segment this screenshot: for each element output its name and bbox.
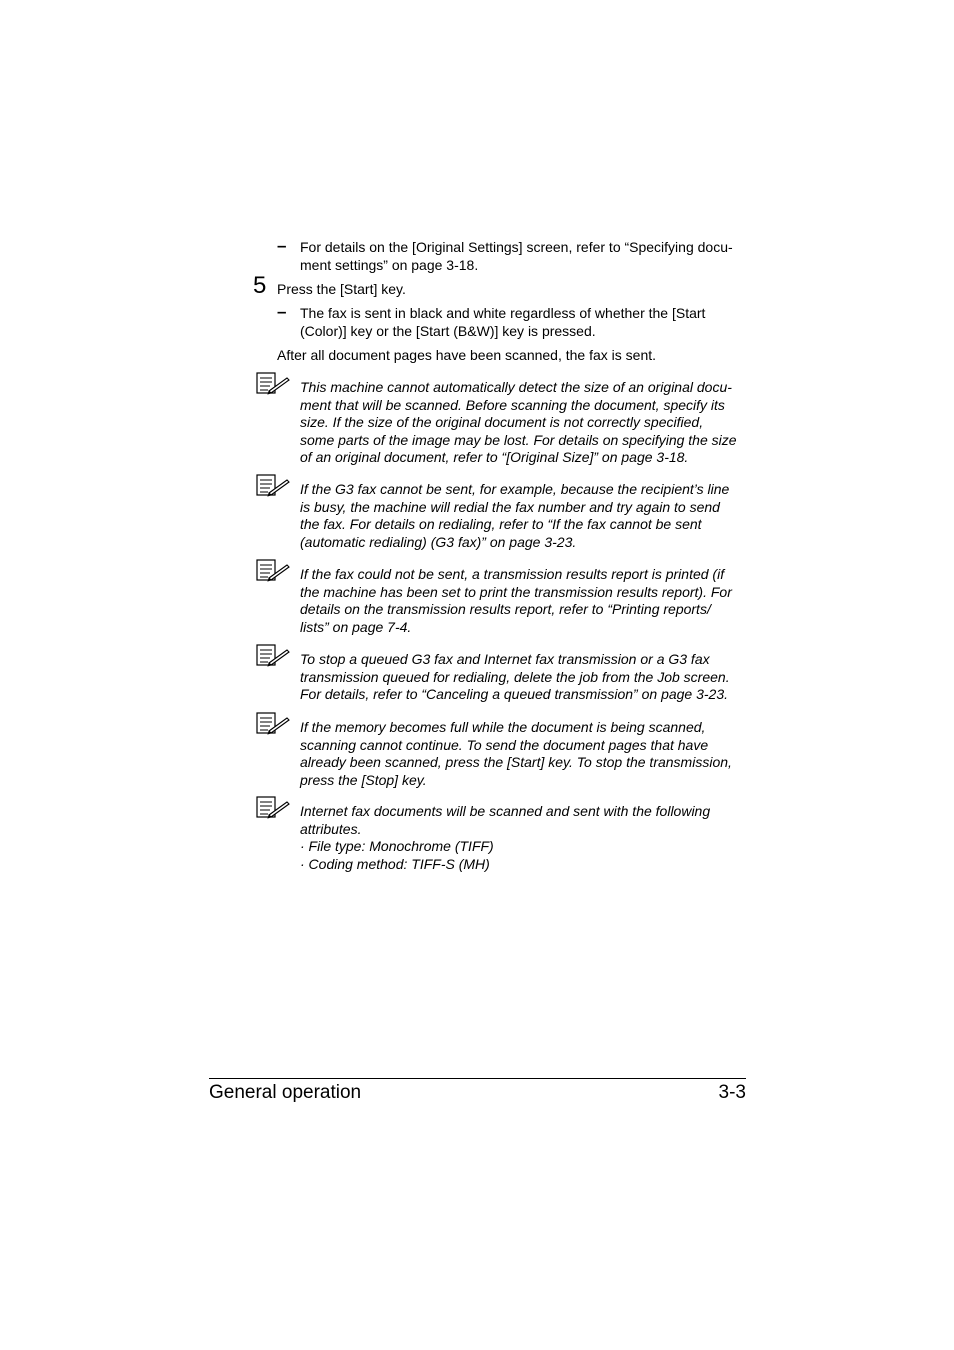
note-line: To stop a queued G3 fax and Internet fax transmission or a G3 fax (300, 651, 710, 667)
note-line: · File type: Monochrome (TIFF) (300, 838, 494, 855)
note-line: lists” on page 7-4. (300, 618, 412, 635)
after-scan-text: After all document pages have been scanned, the fax is sent. (277, 347, 657, 363)
note-line: If the fax could not be sent, a transmission results report is printed (if (300, 566, 725, 582)
note-line: If the memory becomes full while the document is being scanned, (300, 719, 706, 735)
bullet-line: ment settings” on page 3-18. (300, 256, 479, 273)
note-pencil-icon (256, 372, 290, 396)
note-line: some parts of the image may be lost. For details on specifying the size (300, 431, 737, 448)
note-line: attributes. (300, 820, 362, 837)
bullet-line: The fax is sent in black and white regardless of whether the [Start (300, 305, 706, 321)
note-pencil-icon (256, 796, 290, 820)
dash-marker: – (277, 236, 287, 255)
bullet-line: For details on the [Original Settings] screen, refer to “Specifying docu- (300, 239, 733, 255)
note-line: is busy, the machine will redial the fax number and try again to send (300, 498, 720, 515)
note-line: details on the transmission results report, refer to “Printing reports/ (300, 601, 711, 618)
note-size-detection (256, 372, 748, 467)
note-memory-full (256, 712, 748, 789)
note-pencil-icon (256, 474, 290, 498)
note-line: ment that will be scanned. Before scanning the document, specify its (300, 396, 725, 413)
note-pencil-icon (256, 644, 290, 668)
note-queued-transmission (256, 644, 748, 704)
footer-rule (209, 1078, 746, 1079)
note-pencil-icon (256, 559, 290, 583)
step-number: 5 (253, 272, 267, 299)
bullet-original-settings (277, 236, 747, 274)
note-line: of an original document, refer to “[Original Size]” on page 3-18. (300, 449, 689, 466)
dash-marker: – (277, 302, 287, 321)
note-line: scanning cannot continue. To send the document pages that have (300, 736, 709, 753)
note-line: If the G3 fax cannot be sent, for example, because the recipient’s line (300, 481, 730, 497)
note-transmission-report (256, 559, 748, 636)
note-line: (automatic redialing) (G3 fax)” on page 3-23. (300, 533, 577, 550)
note-line: For details, refer to “Canceling a queued transmission” on page 3-23. (300, 686, 729, 703)
note-line: the fax. For details on redialing, refer to “If the fax cannot be sent (300, 516, 702, 533)
bullet-line: (Color)] key or the [Start (B&W)] key is pressed. (300, 322, 596, 339)
note-redialing (256, 474, 748, 551)
footer-page-number: 3-3 (718, 1082, 746, 1103)
note-line: already been scanned, press the [Start] key. To stop the transmission, (300, 754, 732, 771)
note-line: · Coding method: TIFF-S (MH) (300, 855, 490, 872)
note-line: the machine has been set to print the transmission results report). For (300, 583, 732, 600)
note-line: This machine cannot automatically detect the size of an original docu- (300, 379, 732, 395)
note-line: size. If the size of the original document is not correctly specified, (300, 414, 704, 431)
note-line: press the [Stop] key. (300, 771, 427, 788)
note-pencil-icon (256, 712, 290, 736)
step-text: Press the [Start] key. (277, 281, 406, 297)
note-line: transmission queued for redialing, delete the job from the Job screen. (300, 668, 730, 685)
note-internet-fax-attributes (256, 796, 748, 873)
footer-section-title: General operation (209, 1082, 362, 1103)
bullet-black-white (277, 302, 747, 340)
note-line: Internet fax documents will be scanned and sent with the following (300, 803, 711, 819)
